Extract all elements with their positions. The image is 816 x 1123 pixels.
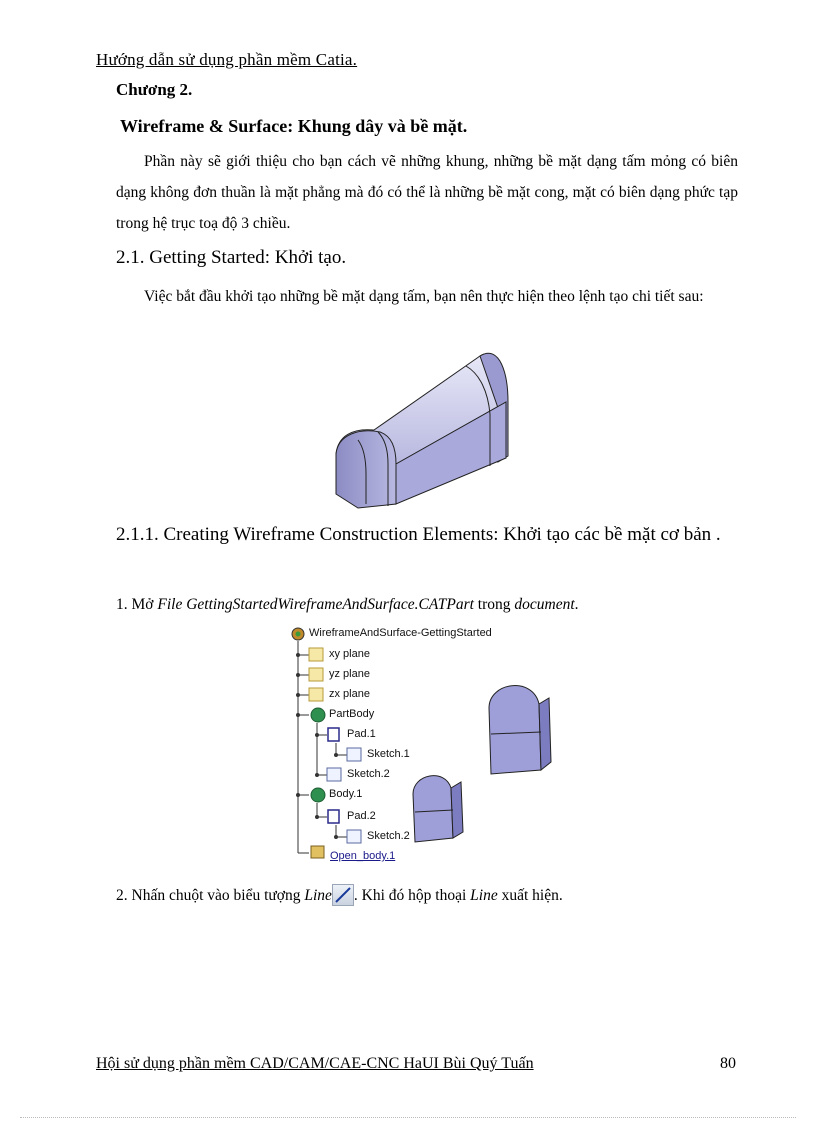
tree-root[interactable]: WireframeAndSurface-GettingStarted (309, 627, 492, 639)
small-arch-solid (413, 776, 453, 842)
tree-zx-plane[interactable]: zx plane (329, 688, 370, 700)
tree-graphics (285, 624, 561, 864)
step-1 (116, 596, 579, 614)
section-2-1-1-heading: 2.1.1. Creating Wireframe Construction Elements: Khởi tạo các bề mặt cơ bản . (116, 524, 721, 545)
step2-middle: . Khi đó hộp thoại (353, 887, 471, 904)
part-3d-figure (330, 344, 520, 510)
plane-icon (309, 648, 323, 701)
intro-paragraph (116, 146, 738, 239)
partbody-icon (311, 708, 325, 722)
step1-document: document (514, 596, 575, 613)
section-2-1-paragraph (116, 281, 738, 312)
step2-line-word: Line (304, 887, 332, 904)
openbody-icon (311, 846, 324, 858)
step1-middle: trong (473, 596, 515, 613)
tree-partbody[interactable]: PartBody (329, 708, 375, 720)
step1-suffix: . (574, 596, 579, 613)
line-tool-icon[interactable] (332, 884, 354, 906)
tree-body-1[interactable]: Body.1 (329, 788, 363, 800)
tree-sketch-2[interactable]: Sketch.2 (347, 768, 390, 780)
large-arch-solid (489, 686, 541, 774)
body1-icon (311, 788, 325, 802)
root-icon (292, 628, 304, 640)
tree-pad-1[interactable]: Pad.1 (347, 728, 376, 740)
page-footer: Hội sử dụng phần mềm CAD/CAM/CAE-CNC HaUI Bùi Quý Tuấn (96, 1055, 534, 1072)
step1-prefix: 1. Mở (116, 596, 158, 613)
tree-xy-plane[interactable]: xy plane (329, 648, 370, 660)
tree-sketch-1[interactable]: Sketch.1 (367, 748, 410, 760)
spec-tree-screenshot (285, 624, 561, 864)
tree-sketch-2b[interactable]: Sketch.2 (367, 830, 410, 842)
step2-prefix: 2. Nhấn chuột vào biểu tượng (116, 887, 305, 904)
page-header: Hướng dẫn sử dụng phần mềm Catia. (96, 50, 358, 69)
step1-filename: File GettingStartedWireframeAndSurface.CATPart (157, 596, 474, 613)
tree-pad-2[interactable]: Pad.2 (347, 810, 376, 822)
page-bottom-divider (20, 1117, 796, 1118)
tree-open-body[interactable]: Open_body.1 (330, 850, 396, 862)
section-2-1-heading: 2.1. Getting Started: Khởi tạo. (116, 247, 347, 268)
chapter-label: Chương 2. (116, 80, 193, 99)
section-2-1-text: Việc bắt đầu khởi tạo những bề mặt dạng tấm, bạn nên thực hiện theo lệnh tạo chi tiết sau: (144, 288, 704, 305)
tree-yz-plane[interactable]: yz plane (329, 668, 370, 680)
section-title: Wireframe & Surface: Khung dây và bề mặt. (120, 116, 468, 136)
step2-suffix: xuất hiện. (497, 887, 563, 904)
page-number: 80 (720, 1055, 736, 1072)
intro-text: Phần này sẽ giới thiệu cho bạn cách vẽ những khung, những bề mặt dạng tấm mỏng có biên dạng không đơn thuần là mặt phẳng mà đó có thể là những bề mặt cong, mặt có biên dạng phức tạp trong hệ trục toạ độ 3 chiều. (116, 153, 738, 232)
step2-line-word-2: Line (470, 887, 498, 904)
step-2 (116, 884, 563, 906)
